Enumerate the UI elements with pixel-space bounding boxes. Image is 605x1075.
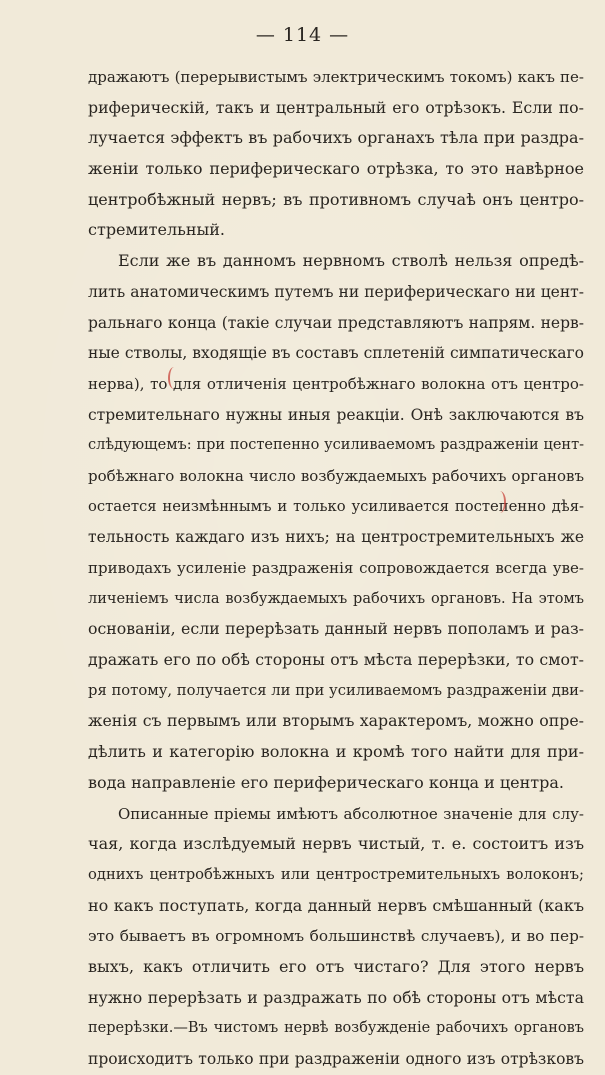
text-line: женіи только периферическаго отрѣзка, то это навѣрное [88, 159, 584, 179]
text-line: остается неизмѣннымъ и только усиливается постепенно дѣя- [88, 497, 584, 515]
text-line: дражаютъ (перерывистымъ электрическимъ токомъ) какъ пе- [88, 68, 584, 86]
text-line: вода направленіе его периферическаго конца и центра. [88, 772, 564, 792]
text-line: ральнаго конца (такіе случаи представляютъ напрям. нерв- [88, 313, 584, 332]
text-line: ря потому, получается ли при усиливаемомъ раздраженіи дви- [88, 681, 584, 699]
text-line: это бываетъ въ огромномъ большинствѣ случаевъ), и во пер- [88, 927, 584, 946]
text-line: дражать его по обѣ стороны отъ мѣста перерѣзки, то смот- [88, 650, 584, 670]
text-line: тельность каждаго изъ нихъ; на центростремительныхъ же [88, 528, 584, 547]
text-line: центробѣжный нервъ; въ противномъ случаѣ онъ центро- [88, 189, 584, 209]
paragraph-1 [88, 62, 584, 246]
text-line: стремительный. [88, 220, 225, 240]
text-line: ные стволы, входящіе въ составъ сплетеній симпатическаго [88, 344, 584, 363]
text-line: нерва), то для отличенія центробѣжнаго волокна отъ центро- [88, 374, 584, 393]
text-line: риферическій, такъ и центральный его отрѣзокъ. Если по- [88, 97, 584, 117]
text-line: лить анатомическимъ путемъ ни периферическаго ни цент- [88, 282, 584, 301]
paragraph-3 [88, 799, 584, 1075]
text-line: основаніи, если перерѣзать данный нервъ пополамъ и раз- [88, 619, 584, 639]
text-line: робѣжнаго волокна число возбуждаемыхъ рабочихъ органовъ [88, 466, 584, 485]
text-line: но какъ поступать, когда данный нервъ смѣшанный (какъ [88, 895, 584, 915]
text-line: приводахъ усиленіе раздраженія сопровождается всегда уве- [88, 559, 584, 577]
text-line: Если же въ данномъ нервномъ стволѣ нельзя опредѣ- [118, 251, 584, 271]
body-text [88, 62, 584, 1075]
pencil-annotation-mark [168, 367, 180, 389]
text-line: женія съ первымъ или вторымъ характеромъ, можно опре- [88, 711, 584, 731]
text-line: перерѣзки.—Въ чистомъ нервѣ возбужденіе рабочихъ органовъ [88, 1020, 584, 1037]
text-line: лучается эффектъ въ рабочихъ органахъ тѣла при раздра- [88, 128, 584, 148]
text-line: Описанные пріемы имѣютъ абсолютное значеніе для слу- [118, 804, 584, 823]
text-line: чая, когда изслѣдуемый нервъ чистый, т. е. состоитъ изъ [88, 834, 584, 854]
text-line: однихъ центробѣжныхъ или центростремительныхъ волоконъ; [88, 865, 584, 883]
page-number: — 114 — [255, 24, 350, 46]
text-line: выхъ, какъ отличить его отъ чистаго? Для этого нервъ [88, 956, 584, 976]
text-line: слѣдующемъ: при постепенно усиливаемомъ раздраженіи цент- [88, 437, 584, 454]
text-line: дѣлить и категорію волокна и кромѣ того найти для при- [88, 742, 584, 762]
paragraph-2 [88, 246, 584, 798]
pencil-annotation-mark [494, 491, 506, 513]
text-line: происходитъ только при раздраженіи одного изъ отрѣзковъ [88, 1050, 584, 1068]
text-line: личеніемъ числа возбуждаемыхъ рабочихъ органовъ. На этомъ [88, 590, 584, 607]
text-line: стремительнаго нужны иныя реакціи. Онѣ заключаются въ [88, 405, 584, 424]
text-line: нужно перерѣзать и раздражать по обѣ стороны отъ мѣста [88, 987, 584, 1007]
